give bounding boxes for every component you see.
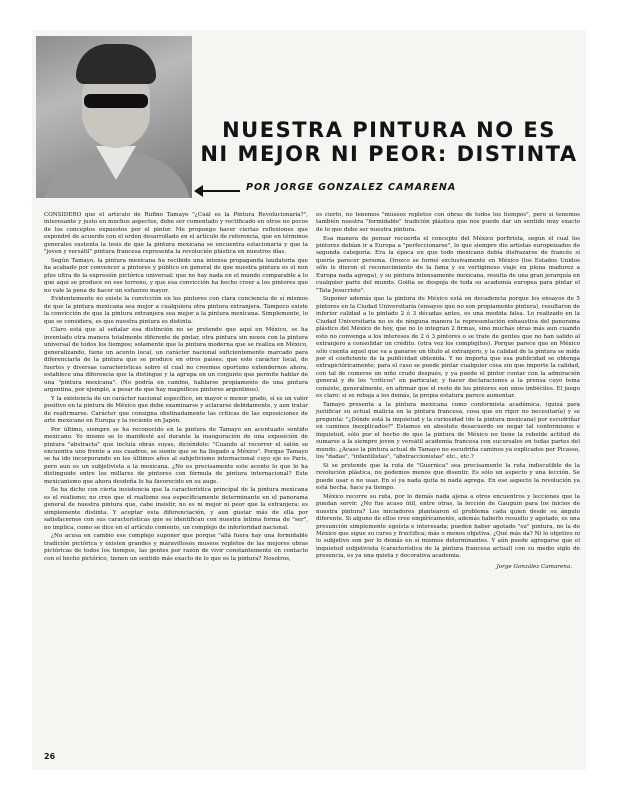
author-signature: Jorge González Camarena. [496,563,572,570]
paragraph: Suponer además que la pintura de México está en decadencia porque los ensayos de 5 pintores en la Ciudad Universitaria (ensayos que no son propiamente pintura), resultaron de inferior calidad a lo pintado 2 ó 3 décadas antes, es una medida falsa. Lo realizado en la Ciudad Universitaria no es de ninguna manera la representación exhaustiva del panorama plástico del México de hoy, que no lo integran 2 firmas, sino muchas otras más aun cuando esto no convenga a los intereses de 2 ó 3 pintores o se trate de gentes que no han salido al extranjero a consolidar un crédito. (otra vez los complejitos). Porque parece que en México sólo cuenta aquel que va a ganarse un título al extranjero, y la calidad de la pintura se mide por el coeficiente de la publicidad obtenida. Y no importa que esa publicidad se obtenga extrapictóricamente; para el caso se puede pintar cualquier cosa sin que importe la calidad, con tal de comerse un niño crudo después, y ya puede el pintor contar con la admiración general y de los "críticos" en particular, y hacer declaraciones a la prensa cuyo tema consiste, generalmente, en afirmar que el resto de los pintores son unos imbéciles. El juego es claro: si se rebaja a los demás, la propia estatura parece aumentar. [316,296,580,400]
magazine-page [32,30,586,770]
left-column [44,212,308,752]
paragraph: Claro está que al señalar esa distinción no se pretende que aquí en México, se ha inventado otra manera totalmente diferente de pintar, otra pintura sin nexos con la pintura universal de todos los tiempos; solamente que la pintura moderna que se realiza en México, generalizando, tiene un acento local, un carácter nacional suficientemente marcado para diferenciarla de la pintura que se produce en otros países; que este carácter local, de fuertes y diversas características sobre el cual no creemos oportuno extendernos ahora, establece una diferencia que la distingue y la agrupa en un conjunto que permite hablar de una "pintura mexicana". (No podría en cambio, hablarse propiamente de una pintura argentina, por ejemplo, a pesar de que hay magníficos pintores argentinos). [44,327,308,393]
paragraph: ¿No acusa en cambio ese complejo suponer que porque "allá fuera hay una formidable tradición pictórica y existen grandes y maravillosos museos repletos de las mejores obras pictóricas de todos los tiempos, las gentes por razón de vivir constantemente en contacto con el hecho pictórico, tienen un sentido más exacto de lo que es la pintura? Nosotros, [44,533,308,562]
paragraph: Por último, siempre se ha reconocido en la pintura de Tamayo un acentuado sentido mexicano. Yo mismo se lo manifesté así durante la inauguración de una exposición de pintura "abstracta" que incluía obras suyas, diciéndole: "Cuando al recorrer el salón se encuentra uno frente a sus cuadros, se siente que se ha llegado a México". Porque Tamayo se ha ido incorporando en los últimos años al subjetivismo internacional cuyo eje es París, pero aun es un subjetivista a la mexicana. ¿No es precisamente este acento lo que lo ha distinguido entre los millares de pintores con fórmula de pintura internacional? Este mexicanismo que ahora desdeña lo ha favorecido en su auge. [44,426,308,485]
paragraph: Esa manera de pensar recuerda el concepto del México porfirista, según el cual los pintores debían ir a Europa a "perfeccionarse", lo que siempre dio artistas europeizados de segunda categoría. Era la época en que todo mexicano debía disfrazarse de francés si quería parecer persona. Orozco se formó exclusivamente en México (los Estados Unidos sólo le dieron el reconocimiento de la fama y su vertiginoso viaje en plena madurez a Europa nada agrega), y su pintura intensamente mexicana, resulta de una gran jerarquía en cualquier parte del mundo. Goitia se despoja de toda su academia europea para pintar el "Tata Jesucristo". [316,235,580,294]
title-line-2: NI MEJOR NI PEOR: DISTINTA [200,142,578,166]
right-column [316,212,580,752]
arrow-left-icon [196,190,240,192]
paragraph: es cierto, no tenemos "museos repletos con obras de todos los tiempos", pero sí tenemos también nuestra "formidable" tradición plástica que nos puede dar un sentido muy exacto de lo que debe ser nuestra pintura. [316,212,580,233]
paragraph: Según Tamayo, la pintura mexicana ha recibido una intensa propaganda laudatoria que ha acabado por convencer a pintores y público en general de que nuestra pintura es el non plus ultra de la expresión pictórica universal; que no hay nada en el mundo comparable a lo que aquí se produce en ese terreno, y que esa convicción ha hecho creer a los pintores que no vale la pena de hacer un esfuerzo mayor. [44,257,308,294]
byline-row [196,182,576,200]
author-portrait-photo [36,36,192,198]
paragraph: CONSIDERO que el artículo de Rufino Tamayo "¿Cuál es la Pintura Revolucionaria?", interesante y justo en muchos aspectos, debe ser comentado y rectificado en otros no pocos de los conceptos expuestos por el pintor. Me propongo hacer ciertas reflexiones que expondré de acuerdo con el orden desarrollado en el artículo de referencia, que en términos generales sustenta la tesis de que la pintura mexicana se encuentra estacionaria y que la "joven y versátil" pintura francesa representa la revolución plástica en nuestros días. [44,212,308,256]
paragraph: Si se pretende que la ruta de "Guernica" sea precisamente la ruta indiscutible de la revolución plástica, no podemos menos que disentir. Es sólo un aspecto y una lección. Se puede usar o no usar. En sí ya nada quita ni nada agrega. En ese aspecto la revolución ya está hecha, hace ya tiempo. [316,462,580,492]
paragraph: México recorre su ruta, por lo demás nada ajena a otros encuentros y lecciones que la puedan servir. ¿No fue acaso útil, entre otras, la lección de Gauguin para los inicios de nuestra pintura? Los iniciadores plantearon el problema cada quien desde su ángulo diferente. Si alguno de ellos cree empíricamente, además haberlo resuelto y agotado, es una presunción simplemente egoísta e interesada; pueden haber agotado "su" pintura, no la de México que sigue su curso y fructifica; más o menos objetiva. ¿Qué más da? Ni lo objetivo ni lo subjetivo son por lo demás en sí mismos determinantes. Y aún puede agregarse que el inquietud subjetivista (característica de la pintura francesa actual) con su medio siglo de presencia, es ya una quieta y decorativa academia. [316,493,580,560]
article-title [194,118,584,166]
paragraph: Tamayo presenta a la pintura mexicana como conformista académica, (quizá para justificar su actual malicia en la pintura francesa, cosa que en rigor no necesitaría) y se pregunta: "¿Dónde está la inquietud y la curiosidad (de la pintura mexicana) por escudriñar en caminos inexplicados?" Estamos en absoluto desacuerdo en negar tal conformismo e inquietud, sólo por el hecho de que la pintura de México no tiene la rebelde actitud de sumarse a la siempre joven y versátil academia francesa con sucursales en todas partes del mundo. ¿Acaso la pintura actual de Tamayo no escudriña caminos ya explicados por Picasso, los "dadas", "infantilistas", "abstraccionistas" etc., etc.? [316,401,580,461]
title-line-1: NUESTRA PINTURA NO ES [222,118,556,142]
page-number: 26 [44,752,56,761]
paragraph: Evidentemente no existe la convicción en los pintores con clara conciencia de sí mismos de que la pintura mexicana sea mejor a cualquiera otra pintura extranjera. Tampoco existe la convicción de que la pintura extranjera sea mejor a la pintura mexicana. Simplemente, lo que se considera, es que nuestra pintura es distinta. [44,296,308,325]
paragraph: Y la existencia de un carácter nacional específico, en mayor o menor grado, sí es un valor positivo en la pintura de México que debe examinarse y aclararse debidamente, y aun tratar de reafirmarse. Carácter que consigna obstinadamente las críticas de las exposiciones de arte mexicano en Europa y la reciente en Japón. [44,395,308,424]
paragraph: Se ha dicho con cierta insistencia que la característica principal de la pintura mexicana es el realismo; no creo que el realismo sea específicamente determinante en el panorama general de nuestra pintura que, cabe insistir, no es ni mejor ni peor que la extranjera: es simplemente distinta. Y aceptar esta diferenciación, y aun gustar más de ella por satisfacernos con sus características que se identifican con nuestra íntima forma de "ser", no implica, como se dice en el artículo comento, un complejo de inferioridad nacional. [44,487,308,531]
byline: POR JORGE GONZALEZ CAMARENA [246,182,457,193]
